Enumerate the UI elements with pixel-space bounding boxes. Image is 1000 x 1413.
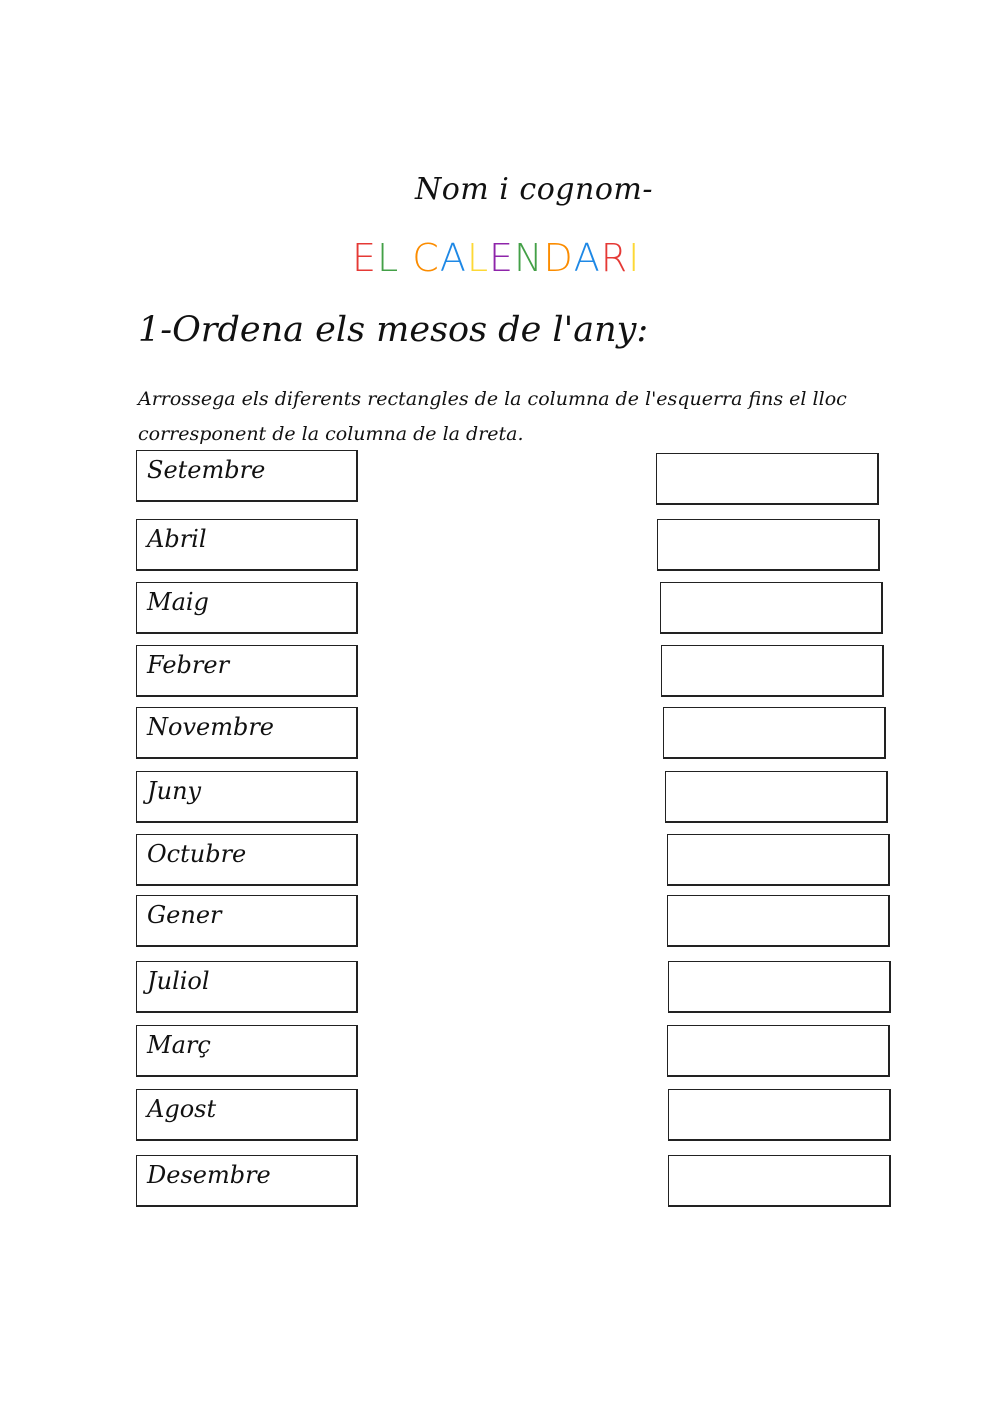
drop-target-slot[interactable] [667,834,890,886]
exercise-heading: 1-Ordena els mesos de l'any: [138,310,649,350]
month-label: Juny [147,777,202,805]
drop-target-slot[interactable] [668,1155,891,1207]
draggable-month-card[interactable] [136,519,358,571]
drop-target-slot[interactable] [656,453,879,505]
month-label: Setembre [147,456,266,484]
month-label: Desembre [147,1161,271,1189]
drop-target-slot[interactable] [667,895,890,947]
draggable-month-card[interactable] [136,771,358,823]
drop-target-slot[interactable] [660,582,883,634]
draggable-month-card[interactable] [136,645,358,697]
draggable-month-card[interactable] [136,1089,358,1141]
month-label: Juliol [147,967,210,995]
draggable-month-card[interactable] [136,834,358,886]
title-letter: R [600,236,629,280]
title-letter: E [352,236,378,280]
exercise-instructions: Arrossega els diferents rectangles de la columna de l'esquerra fins el lloc corresponent de la columna de la dreta. [138,388,847,445]
drop-target-slot[interactable] [667,1025,890,1077]
title-letter: I [628,236,641,280]
month-label: Febrer [147,651,230,679]
drop-target-slot[interactable] [668,961,891,1013]
month-label: Gener [147,901,222,929]
drop-target-slot[interactable] [663,707,886,759]
title-letter: D [543,236,574,280]
drop-target-slot[interactable] [657,519,880,571]
title-letter: N [514,236,544,280]
title-letter [399,236,412,280]
drop-target-slot[interactable] [661,645,884,697]
title-letter: A [439,236,467,280]
month-label: Abril [147,525,207,553]
draggable-month-card[interactable] [136,707,358,759]
page-title [352,236,640,280]
month-label: Agost [147,1095,217,1123]
month-label: Maig [147,588,209,616]
month-label: Març [147,1031,211,1059]
draggable-month-card[interactable] [136,450,358,502]
name-line: Nom i cognom- [415,172,653,207]
title-letter: C [412,236,440,280]
draggable-month-card[interactable] [136,582,358,634]
draggable-month-card[interactable] [136,961,358,1013]
draggable-month-card[interactable] [136,1025,358,1077]
draggable-month-card[interactable] [136,1155,358,1207]
title-letter: L [377,236,400,280]
month-label: Novembre [147,713,275,741]
drop-target-slot[interactable] [668,1089,891,1141]
month-label: Octubre [147,840,247,868]
drop-target-slot[interactable] [665,771,888,823]
title-letter: A [573,236,601,280]
title-letter: E [489,236,515,280]
title-letter: L [466,236,489,280]
draggable-month-card[interactable] [136,895,358,947]
